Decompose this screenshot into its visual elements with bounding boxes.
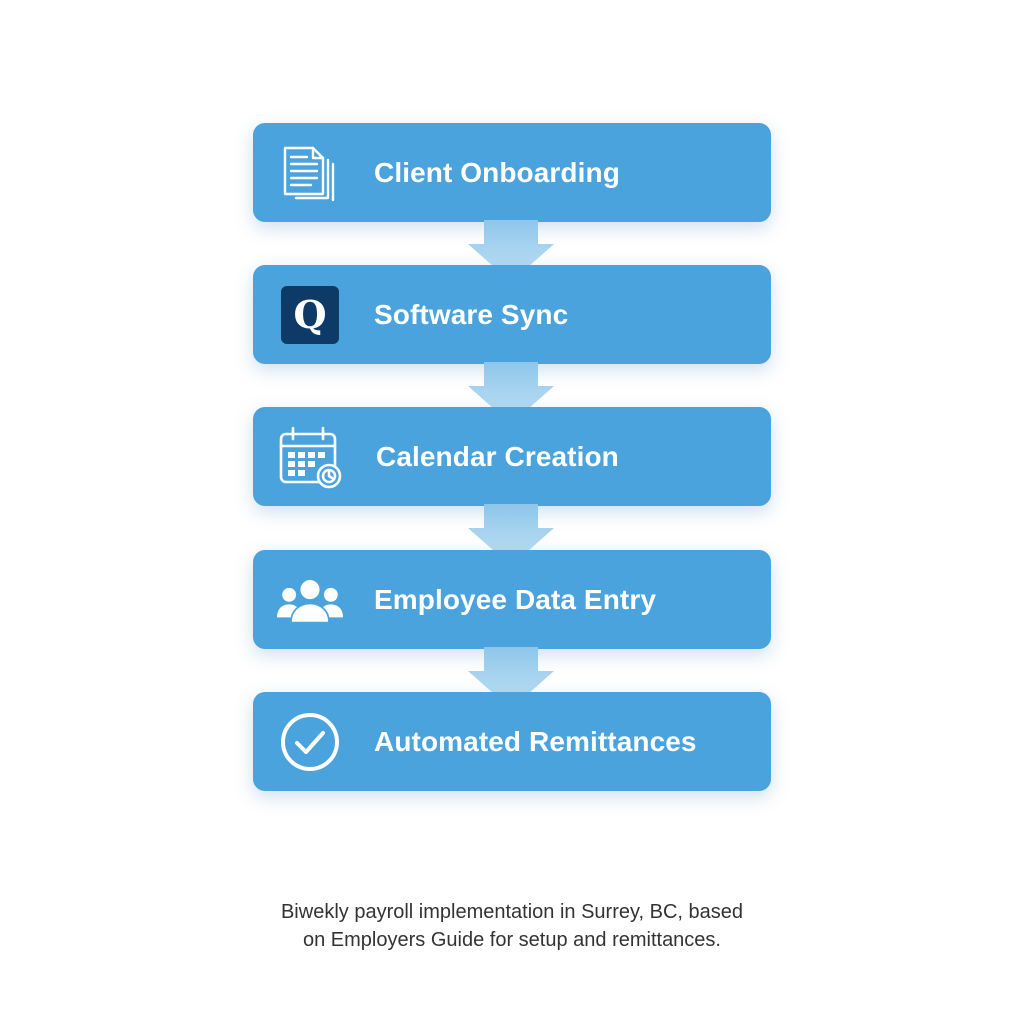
step-client-onboarding	[253, 123, 771, 222]
caption-line-1: Biwekly payroll implementation in Surrey, BC, based	[280, 901, 744, 923]
step-label: Calendar Creation	[376, 440, 619, 472]
step-software-sync	[253, 265, 771, 364]
document-stack-icon	[277, 140, 343, 206]
users-group-icon	[277, 567, 343, 633]
step-calendar-creation	[253, 407, 771, 506]
checkmark-circle-icon	[277, 709, 343, 775]
step-label: Client Onboarding	[374, 156, 620, 188]
step-label: Employee Data Entry	[374, 583, 656, 615]
caption-line-2: on Employers Guide for setup and remittances.	[303, 929, 721, 951]
step-automated-remittances	[253, 692, 771, 791]
q-logo-icon	[277, 282, 343, 348]
step-label: Automated Remittances	[374, 725, 697, 757]
caption	[0, 898, 1024, 954]
step-employee-data-entry	[253, 550, 771, 649]
q-logo-letter: Q	[293, 291, 327, 337]
step-label: Software Sync	[374, 298, 569, 330]
calendar-clock-icon	[277, 424, 343, 490]
